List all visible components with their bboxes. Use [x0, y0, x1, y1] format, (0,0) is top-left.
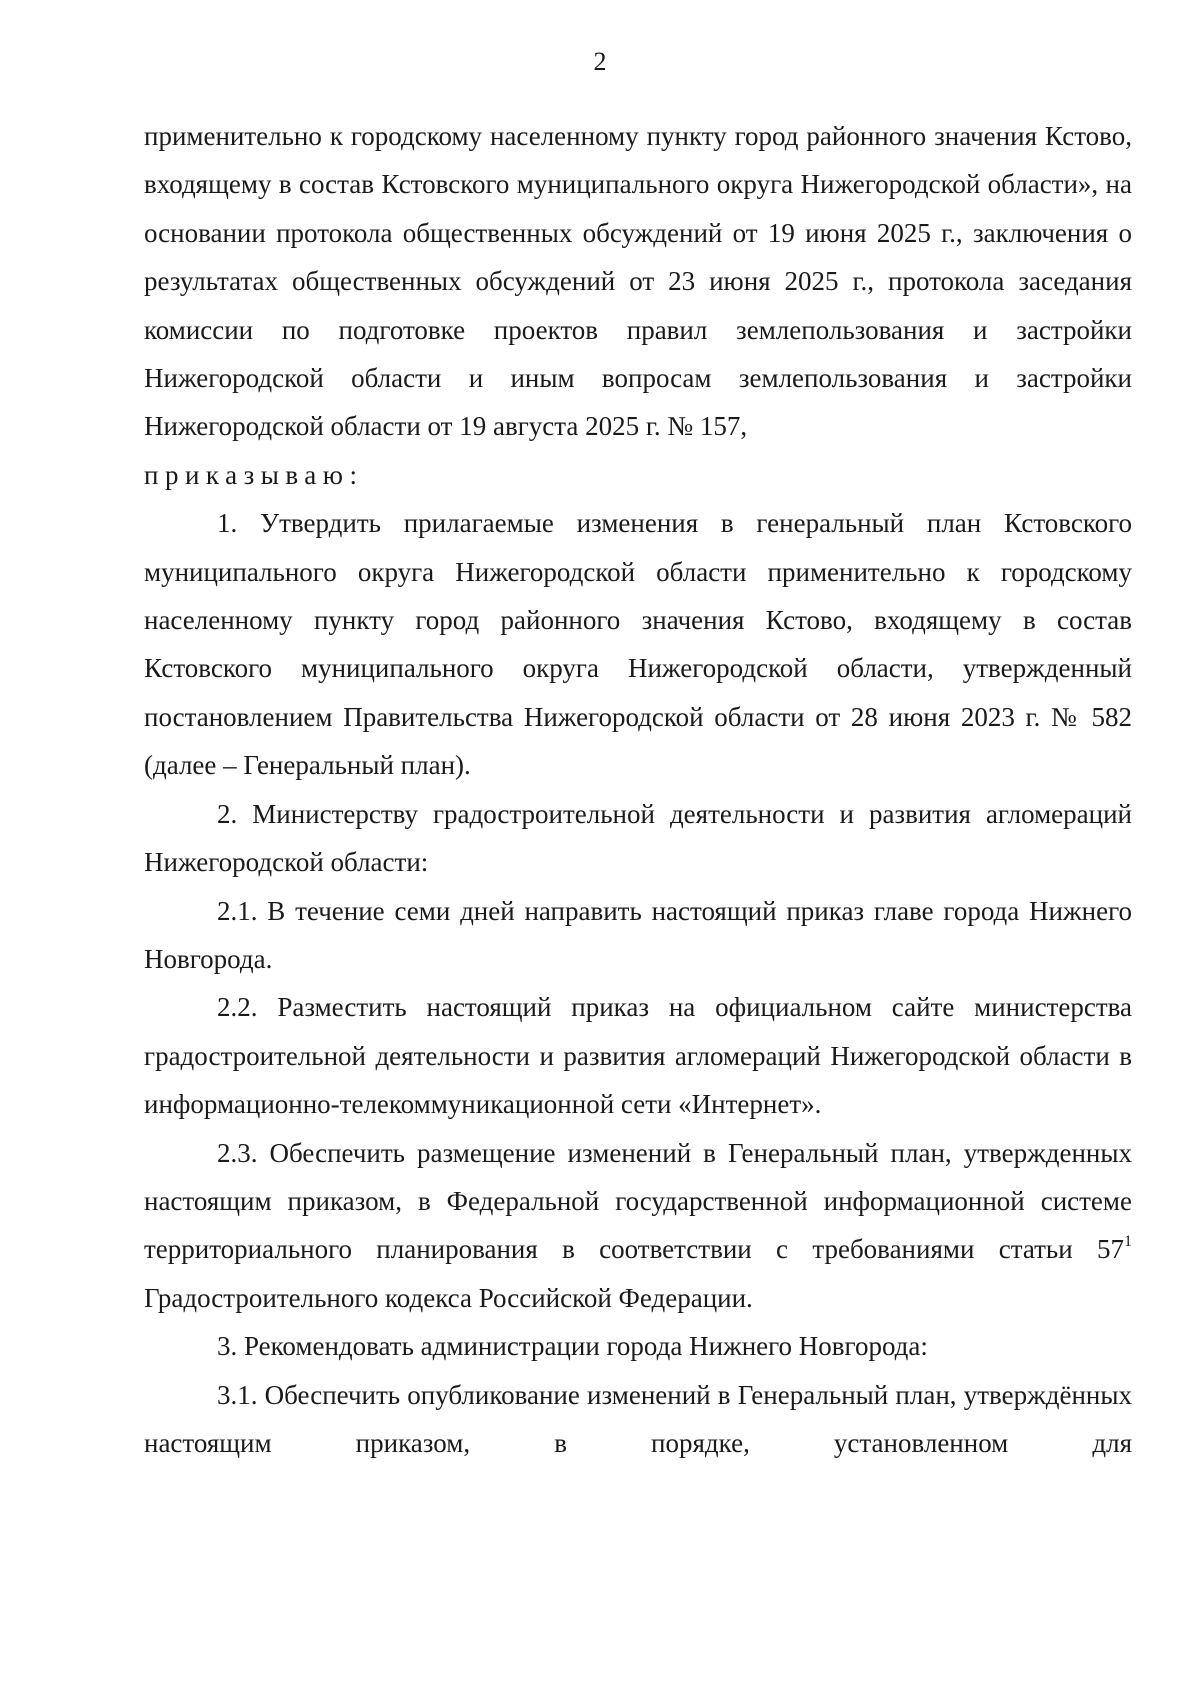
paragraph-preamble: применительно к городскому населенному пункту город районного значения Кстово, входящему в состав Кстовского муниципального округа Нижегородской области», на основании протокола общественных обсуждений от 19 июня 2025 г., заключения о результатах общественных обсуждений от 23 июня 2025 г., протокола заседания комиссии по подготовке проектов правил землепользования и застройки Нижегородской области и иным вопросам землепользования и застройки Нижегородской области от 19 августа 2025 г. № 157, [144, 121, 1132, 442]
paragraph-item-3: 3. Рекомендовать администрации города Нижнего Новгорода: [217, 1331, 928, 1362]
paragraph-item-3-1: 3.1. Обеспечить опубликование изменений в Генеральный план, утверждённых настоящим приказом, в порядке, установленном для [144, 1379, 1132, 1458]
paragraph-item-2-3-text-end: Градостроительного кодекса Российской Федерации. [144, 1282, 753, 1313]
paragraph-item-1: 1. Утвердить прилагаемые изменения в генеральный план Кстовского муниципального округа Нижегородской области применительно к городскому населенному пункту город районного значения Кстово, входящему в состав Кстовского муниципального округа Нижегородской области, утвержденный постановлением Правительства Нижегородской области от 28 июня 2023 г. № 582 (далее – Генеральный план). [144, 508, 1132, 781]
paragraph-item-2-2: 2.2. Разместить настоящий приказ на официальном сайте министерства градостроительной деятельности и развития агломераций Нижегородской области в информационно-телекоммуникационной сети «Интернет». [144, 992, 1132, 1120]
paragraph-item-2: 2. Министерству градостроительной деятельности и развития агломераций Нижегородской области: [144, 798, 1132, 878]
paragraph-item-2-3-text: 2.3. Обеспечить размещение изменений в Генеральный план, утвержденных настоящим приказом, в Федеральной государственной информационной системе территориального планирования в соответствии с требованиями статьи 57 [144, 1137, 1132, 1265]
paragraph-order-word: приказываю: [144, 459, 364, 490]
document-body [144, 112, 1132, 1467]
superscript-article-index: 1 [1124, 1233, 1132, 1251]
paragraph-item-2-3 [144, 1129, 1132, 1323]
page-number: 2 [593, 47, 607, 76]
paragraph-item-2-1: 2.1. В течение семи дней направить настоящий приказ главе города Нижнего Новгорода. [144, 895, 1132, 974]
